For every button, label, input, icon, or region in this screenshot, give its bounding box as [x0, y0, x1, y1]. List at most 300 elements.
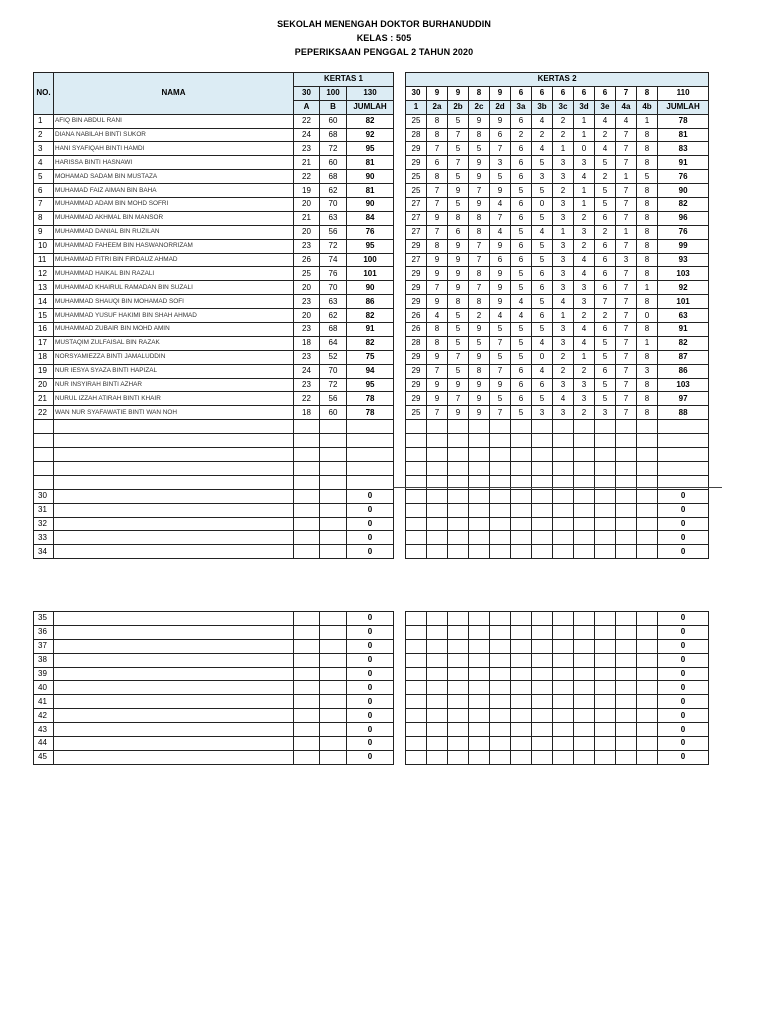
k2-score: 1 — [574, 184, 595, 198]
k2-score — [637, 695, 658, 709]
k2-score: 1 — [553, 225, 574, 239]
k1-score: 68 — [320, 128, 347, 142]
k2-score — [448, 737, 469, 751]
k2-score — [427, 517, 448, 531]
k2-total: 99 — [658, 239, 709, 253]
k2-score: 8 — [637, 253, 658, 267]
k2-score: 5 — [532, 295, 553, 309]
k2-score: 7 — [616, 142, 637, 156]
empty-cell — [553, 434, 574, 448]
k2-score: 2 — [574, 406, 595, 420]
k2-score: 8 — [469, 211, 490, 225]
empty-row — [406, 709, 709, 723]
k2-score: 5 — [511, 323, 532, 337]
k2-score — [448, 639, 469, 653]
k2-score — [637, 517, 658, 531]
k2-score: 5 — [448, 142, 469, 156]
k2-score: 4 — [574, 267, 595, 281]
k1-score — [294, 750, 320, 764]
k2-score — [406, 517, 427, 531]
student-name: HARISSA BINTI HASNAWI — [54, 156, 294, 170]
empty-cell — [347, 420, 394, 434]
k2-score — [469, 653, 490, 667]
k2-score: 3 — [574, 378, 595, 392]
k2-score — [448, 612, 469, 626]
k2-score: 8 — [637, 267, 658, 281]
k2-score: 5 — [448, 323, 469, 337]
kertas2-header: KERTAS 2 — [406, 73, 709, 87]
k2-score — [595, 517, 616, 531]
empty-row — [34, 723, 394, 737]
k2-score — [574, 625, 595, 639]
k2-score — [427, 489, 448, 503]
k2-total: 88 — [658, 406, 709, 420]
k2-score — [490, 709, 511, 723]
k1-score — [294, 681, 320, 695]
k2-score — [490, 545, 511, 559]
column-label-row — [406, 100, 709, 114]
empty-cell — [448, 420, 469, 434]
empty-cell — [448, 448, 469, 462]
k2-score — [595, 489, 616, 503]
k1-score — [320, 503, 347, 517]
empty-cell — [469, 434, 490, 448]
k2-score: 1 — [637, 114, 658, 128]
k2-score: 3 — [553, 211, 574, 225]
k1-score — [320, 545, 347, 559]
student-name — [54, 667, 294, 681]
k2-score — [406, 723, 427, 737]
k1-total: 84 — [347, 211, 394, 225]
student-row — [406, 267, 709, 281]
k2-score: 2 — [595, 128, 616, 142]
k2-total: 78 — [658, 114, 709, 128]
k2-score: 4 — [511, 295, 532, 309]
k2-score — [427, 625, 448, 639]
k2-score: 3 — [574, 225, 595, 239]
k2-score — [448, 667, 469, 681]
k2-score — [616, 681, 637, 695]
k1-score: 19 — [294, 184, 320, 198]
empty-row — [406, 681, 709, 695]
k1-score: 56 — [320, 392, 347, 406]
empty-row — [406, 517, 709, 531]
k2-score — [553, 653, 574, 667]
student-number: 12 — [34, 267, 54, 281]
k1-score: 22 — [294, 170, 320, 184]
k2-score: 6 — [595, 239, 616, 253]
empty-row — [34, 545, 394, 559]
student-name: MUHAMMAD YUSUF HAKIMI BIN SHAH AHMAD — [54, 309, 294, 323]
k1-score — [320, 695, 347, 709]
k1-total: 0 — [347, 653, 394, 667]
k1-score: 24 — [294, 364, 320, 378]
k2-score: 5 — [448, 364, 469, 378]
k2-score — [637, 503, 658, 517]
k2-score: 9 — [427, 253, 448, 267]
empty-row — [34, 737, 394, 751]
k1-total: 0 — [347, 625, 394, 639]
k2-score — [490, 639, 511, 653]
k2-score: 6 — [511, 239, 532, 253]
k2-score — [511, 750, 532, 764]
k1-total: 81 — [347, 156, 394, 170]
k2-score: 7 — [427, 142, 448, 156]
k2-score: 7 — [595, 295, 616, 309]
k2-total: 0 — [658, 681, 709, 695]
k2-score: 8 — [469, 128, 490, 142]
k2-score — [448, 531, 469, 545]
empty-cell — [637, 448, 658, 462]
k2-score: 3 — [553, 378, 574, 392]
k2-score — [553, 667, 574, 681]
k1-score — [294, 503, 320, 517]
empty-cell — [469, 448, 490, 462]
k2-score: 9 — [448, 253, 469, 267]
k2-total: 0 — [658, 750, 709, 764]
kertas1-table — [33, 72, 394, 559]
k2-total: 76 — [658, 225, 709, 239]
header-row — [34, 73, 394, 87]
empty-cell — [658, 448, 709, 462]
k2-score — [511, 653, 532, 667]
k2-score: 7 — [616, 128, 637, 142]
k2-score: 8 — [637, 295, 658, 309]
empty-cell — [347, 461, 394, 475]
k2-score — [469, 517, 490, 531]
k2-score: 9 — [490, 295, 511, 309]
k2-score: 2 — [553, 350, 574, 364]
k2-score — [406, 709, 427, 723]
k2-score — [490, 695, 511, 709]
k2-score: 9 — [490, 281, 511, 295]
k2-score: 9 — [469, 170, 490, 184]
k1-score: 62 — [320, 309, 347, 323]
k2-score: 26 — [406, 309, 427, 323]
empty-row — [34, 503, 394, 517]
k2-score — [532, 695, 553, 709]
student-number: 15 — [34, 309, 54, 323]
k2-score: 5 — [511, 336, 532, 350]
k2-max-cell: 8 — [469, 86, 490, 100]
k2-score — [616, 653, 637, 667]
empty-row — [34, 448, 394, 462]
k2-score — [490, 681, 511, 695]
k2-score — [469, 723, 490, 737]
empty-row — [406, 737, 709, 751]
student-number: 33 — [34, 531, 54, 545]
k1-score: 23 — [294, 142, 320, 156]
empty-cell — [294, 461, 320, 475]
k2-score: 0 — [532, 198, 553, 212]
empty-cell — [595, 420, 616, 434]
k2-col-label: 1 — [406, 100, 427, 114]
k1-score: 20 — [294, 225, 320, 239]
k2-score: 7 — [427, 364, 448, 378]
student-row — [406, 156, 709, 170]
k2-score — [553, 545, 574, 559]
k2-max-cell: 9 — [427, 86, 448, 100]
student-row — [34, 170, 394, 184]
k2-score — [448, 709, 469, 723]
k1-total: 95 — [347, 378, 394, 392]
k2-score — [553, 695, 574, 709]
k1-score — [294, 737, 320, 751]
k2-score — [511, 639, 532, 653]
k2-score: 6 — [595, 281, 616, 295]
k1-score — [320, 667, 347, 681]
k2-score: 25 — [406, 114, 427, 128]
k2-score: 6 — [595, 364, 616, 378]
k2-score — [406, 612, 427, 626]
k2-score — [469, 639, 490, 653]
empty-cell — [511, 461, 532, 475]
k2-score: 27 — [406, 225, 427, 239]
empty-cell — [320, 461, 347, 475]
k1-score: 63 — [320, 295, 347, 309]
empty-cell — [637, 420, 658, 434]
k1-score — [294, 531, 320, 545]
student-number: 35 — [34, 612, 54, 626]
k2-score: 9 — [469, 392, 490, 406]
k2-score: 5 — [595, 378, 616, 392]
k2-score: 29 — [406, 392, 427, 406]
empty-cell — [448, 461, 469, 475]
k2-score — [553, 625, 574, 639]
empty-cell — [469, 420, 490, 434]
k2-score: 8 — [469, 295, 490, 309]
student-row — [34, 295, 394, 309]
k1-total: 0 — [347, 709, 394, 723]
empty-cell — [54, 475, 294, 489]
k2-total: 83 — [658, 142, 709, 156]
k1-score: 70 — [320, 364, 347, 378]
k1-score — [320, 750, 347, 764]
kertas1-header: KERTAS 1 — [294, 73, 394, 87]
k1-total: 101 — [347, 267, 394, 281]
k2-score: 7 — [490, 406, 511, 420]
student-row — [34, 281, 394, 295]
k2-score — [595, 737, 616, 751]
k2-score: 7 — [490, 142, 511, 156]
k1-score — [320, 653, 347, 667]
k1-total: 0 — [347, 723, 394, 737]
k2-score — [553, 723, 574, 737]
k1-score — [320, 639, 347, 653]
student-number: 10 — [34, 239, 54, 253]
k2-score: 6 — [532, 267, 553, 281]
k2-score: 5 — [595, 392, 616, 406]
k2-score — [448, 653, 469, 667]
k2-score — [637, 545, 658, 559]
k2-score: 9 — [427, 295, 448, 309]
k2-score — [616, 723, 637, 737]
k2-score: 3 — [574, 295, 595, 309]
k2-score: 9 — [427, 378, 448, 392]
k2-score: 9 — [490, 267, 511, 281]
k2-score: 9 — [448, 406, 469, 420]
k2-score — [469, 612, 490, 626]
empty-cell — [532, 461, 553, 475]
k2-score — [637, 489, 658, 503]
student-row — [34, 239, 394, 253]
k2-score: 27 — [406, 253, 427, 267]
k2-score: 9 — [469, 156, 490, 170]
k2-score — [448, 625, 469, 639]
empty-row — [406, 545, 709, 559]
k2-score — [427, 531, 448, 545]
k2-score: 3 — [553, 336, 574, 350]
k2-score — [511, 531, 532, 545]
student-number: 42 — [34, 709, 54, 723]
k1-total: 0 — [347, 639, 394, 653]
k2-score: 9 — [448, 267, 469, 281]
empty-cell — [427, 420, 448, 434]
k1-score: 23 — [294, 239, 320, 253]
k2-score: 5 — [469, 336, 490, 350]
empty-cell — [595, 434, 616, 448]
k2-score — [406, 653, 427, 667]
k2-score: 2 — [574, 309, 595, 323]
k2-score: 8 — [637, 211, 658, 225]
student-row — [34, 364, 394, 378]
k2-score — [406, 681, 427, 695]
k2-score: 7 — [427, 198, 448, 212]
k2-score: 29 — [406, 350, 427, 364]
k2-score — [511, 612, 532, 626]
student-name: MUHAMMAD DANIAL BIN RUZILAN — [54, 225, 294, 239]
student-row — [406, 184, 709, 198]
k1-total: 0 — [347, 750, 394, 764]
k2-total: 101 — [658, 295, 709, 309]
k2-score: 8 — [427, 239, 448, 253]
k2-score: 7 — [490, 364, 511, 378]
k1-total: 0 — [347, 503, 394, 517]
empty-cell — [574, 434, 595, 448]
k1-total: 91 — [347, 323, 394, 337]
student-name: MUHAMMAD ZUBAIR BIN MOHD AMIN — [54, 323, 294, 337]
student-row — [406, 198, 709, 212]
k2-score: 0 — [532, 350, 553, 364]
empty-row — [34, 434, 394, 448]
student-name: NUR IESYA SYAZA BINTI HAPIZAL — [54, 364, 294, 378]
k2-score — [511, 723, 532, 737]
k2-score — [616, 709, 637, 723]
k1-score — [320, 625, 347, 639]
k2-score — [616, 517, 637, 531]
empty-cell — [490, 448, 511, 462]
k2-max-cell: 6 — [511, 86, 532, 100]
k2-score: 4 — [574, 253, 595, 267]
empty-row — [34, 475, 394, 489]
no-header: NO. — [34, 73, 54, 115]
student-row — [406, 253, 709, 267]
k2-score: 3 — [553, 267, 574, 281]
k1-score — [294, 545, 320, 559]
k2-score: 6 — [511, 253, 532, 267]
empty-cell — [294, 448, 320, 462]
empty-cell — [553, 448, 574, 462]
k1-total: 82 — [347, 309, 394, 323]
k1-score: 23 — [294, 350, 320, 364]
k2-score: 5 — [448, 170, 469, 184]
k2-total: 82 — [658, 336, 709, 350]
k2-score: 8 — [469, 267, 490, 281]
k2-score: 8 — [637, 350, 658, 364]
header-row — [406, 73, 709, 87]
student-name: MUHAMAD FAIZ AIMAN BIN BAHA — [54, 184, 294, 198]
k1-total: 0 — [347, 667, 394, 681]
k1-score — [294, 489, 320, 503]
k2-score — [637, 653, 658, 667]
k2-score: 7 — [448, 128, 469, 142]
student-name — [54, 695, 294, 709]
student-name: DIANA NABILAH BINTI SUKOR — [54, 128, 294, 142]
k2-score: 2 — [574, 211, 595, 225]
k2-score: 5 — [511, 267, 532, 281]
student-name: MUHAMMAD AKHMAL BIN MANSOR — [54, 211, 294, 225]
empty-cell — [34, 475, 54, 489]
k2-score — [595, 625, 616, 639]
k1-score — [320, 517, 347, 531]
divider-line — [393, 487, 722, 488]
k2-total: 90 — [658, 184, 709, 198]
k2-score — [574, 517, 595, 531]
student-name: MUHAMMAD ADAM BIN MOHD SOFRI — [54, 198, 294, 212]
empty-cell — [54, 420, 294, 434]
k2-score: 6 — [490, 253, 511, 267]
k1-total: 0 — [347, 545, 394, 559]
k2-score: 5 — [490, 350, 511, 364]
k2-score: 8 — [637, 198, 658, 212]
empty-row — [34, 667, 394, 681]
k2-score: 3 — [574, 392, 595, 406]
k2-score: 7 — [448, 392, 469, 406]
k2-score — [574, 612, 595, 626]
empty-cell — [54, 448, 294, 462]
k2-score: 4 — [490, 198, 511, 212]
empty-cell — [637, 434, 658, 448]
k2-score: 3 — [532, 406, 553, 420]
k2-score: 1 — [574, 114, 595, 128]
k1-score: 23 — [294, 378, 320, 392]
k2-score: 8 — [637, 323, 658, 337]
k2-score — [595, 653, 616, 667]
student-row — [406, 239, 709, 253]
k2-score: 3 — [553, 156, 574, 170]
k2-score: 6 — [511, 198, 532, 212]
k2-score — [637, 737, 658, 751]
k1-score — [294, 723, 320, 737]
empty-cell — [511, 434, 532, 448]
k2-total: 0 — [658, 612, 709, 626]
student-row — [34, 225, 394, 239]
k2-score — [469, 681, 490, 695]
k2-score — [427, 737, 448, 751]
k2-score: 4 — [574, 323, 595, 337]
k2-score: 9 — [469, 114, 490, 128]
empty-row — [406, 723, 709, 737]
k2-score — [427, 639, 448, 653]
empty-cell — [294, 475, 320, 489]
k2-score — [595, 709, 616, 723]
student-row — [406, 128, 709, 142]
k2-score — [574, 489, 595, 503]
empty-row — [34, 612, 394, 626]
k2-score: 5 — [637, 170, 658, 184]
k2-score — [469, 503, 490, 517]
k2-score — [406, 503, 427, 517]
